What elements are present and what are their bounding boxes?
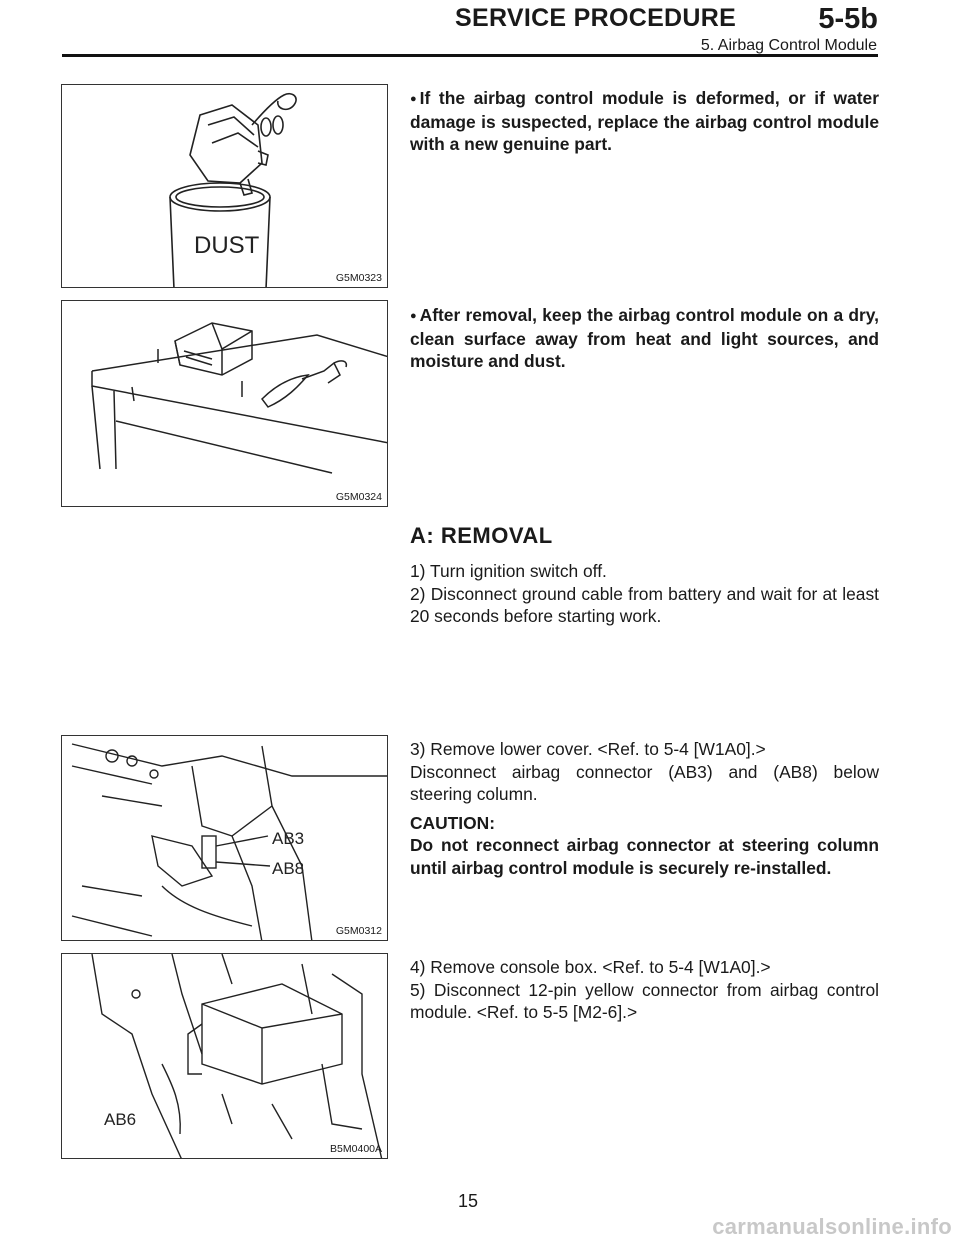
figure-steering-connectors (61, 735, 388, 941)
chapter-subtitle: 5. Airbag Control Module (700, 37, 877, 54)
figure-caption: G5M0324 (335, 491, 382, 503)
header-divider (62, 54, 878, 57)
section-heading-removal: A: REMOVAL (410, 523, 553, 548)
connector-label-ab8: AB8 (272, 859, 305, 878)
figure-caption: G5M0323 (335, 272, 382, 284)
bullet-icon: ● (410, 93, 417, 105)
figure-caption: B5M0400A (330, 1143, 382, 1155)
step-4: 4) Remove console box. <Ref. to 5-4 [W1A0].> (410, 957, 771, 977)
caution-label: CAUTION: (410, 812, 496, 833)
bullet-icon: ● (410, 310, 417, 322)
control-module-illustration (62, 954, 388, 1159)
page-section-title: SERVICE PROCEDURE (455, 4, 737, 32)
dust-label: DUST (194, 232, 260, 259)
caution-text: Do not reconnect airbag connector at steering column until airbag control module is securely re-installed. (410, 835, 879, 878)
step-3-block (410, 738, 879, 880)
steering-column-illustration (62, 736, 388, 941)
step-3: 3) Remove lower cover. <Ref. to 5-4 [W1A0].> (410, 739, 766, 759)
figure-module-on-table (61, 300, 388, 507)
page-number: 15 (458, 1191, 479, 1211)
table-illustration (62, 301, 388, 507)
watermark: carmanualsonline.info (712, 1214, 952, 1239)
chapter-code: 5-5b (818, 3, 878, 35)
connector-label-ab6: AB6 (104, 1110, 137, 1129)
figure-module-in-dustbin (61, 84, 388, 288)
figure-control-module-connector (61, 953, 388, 1159)
steps-4-5 (410, 956, 879, 1024)
note-replace-module: ● If the airbag control module is deformed, or if water damage is suspected, replace the airbag control module with a new genuine part. (410, 88, 879, 155)
note-storage: ● After removal, keep the airbag control module on a dry, clean surface away from heat and light sources, and moisture and dust. (410, 305, 879, 372)
step-5: 5) Disconnect 12-pin yellow connector from airbag control module. <Ref. to 5-5 [M2-6].> (410, 979, 879, 1023)
steps-1-2 (410, 560, 879, 628)
connector-label-ab3: AB3 (272, 829, 305, 848)
figure-caption: G5M0312 (335, 925, 382, 937)
step-2: 2) Disconnect ground cable from battery and wait for at least 20 seconds before starting work. (410, 583, 879, 627)
step-1: 1) Turn ignition switch off. (410, 561, 607, 581)
dustbin-illustration (62, 85, 388, 288)
step-3-detail: Disconnect airbag connector (AB3) and (AB8) below steering column. (410, 761, 879, 805)
